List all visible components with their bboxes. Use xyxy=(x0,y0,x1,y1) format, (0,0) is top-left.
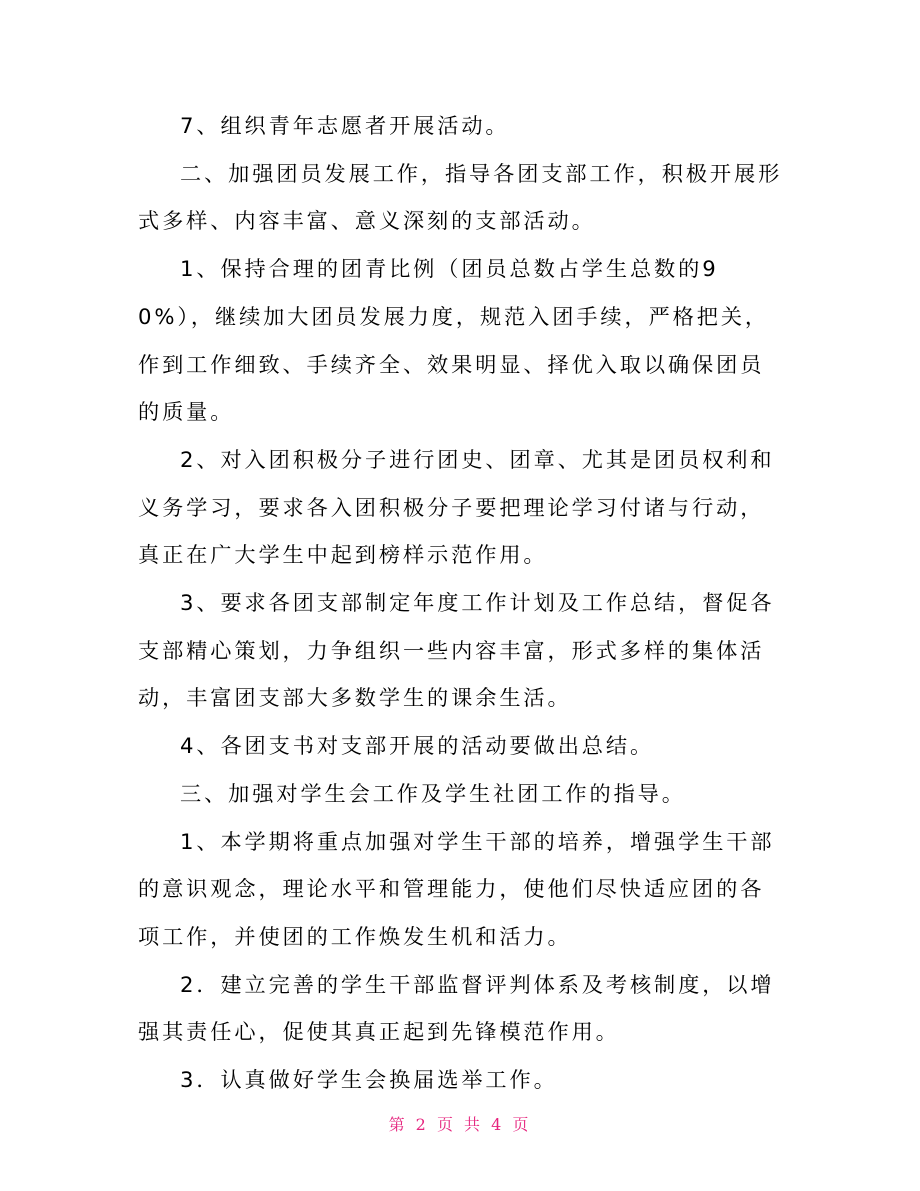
section-heading-3: 三、加强对学生会工作及学生社团工作的指导。 xyxy=(180,780,686,806)
paragraph-item-7: 7、组织青年志愿者开展活动。 xyxy=(180,113,510,138)
paragraph-item-1b: 1、本学期将重点加强对学生干部的培养，增强学生干部的意识观念，理论水平和管理能力，使他们尽快适应团的各项工作，并使团的工作焕发生机和活力。 xyxy=(138,828,775,949)
paragraph-item-2: 2、对入团积极分子进行团史、团章、尤其是团员权利和义务学习，要求各入团积极分子要把理论学习付诸与行动，真正在广大学生中起到榜样示范作用。 xyxy=(138,446,775,568)
document-body xyxy=(138,102,788,1104)
section-heading-2: 二、加强团员发展工作，指导各团支部工作，积极开展形式多样、内容丰富、意义深刻的支部活动。 xyxy=(138,160,783,234)
paragraph-item-3b: 3．认真做好学生会换届选举工作。 xyxy=(180,1067,558,1093)
paragraph-item-3: 3、要求各团支部制定年度工作计划及工作总结，督促各支部精心策划，力争组织一些内容丰富，形式多样的集体活动，丰富团支部大多数学生的课余生活。 xyxy=(138,590,775,711)
page-number-footer: 第 2 页 共 4 页 xyxy=(388,1115,532,1134)
paragraph-item-1: 1、保持合理的团青比例（团员总数占学生总数的90%），继续加大团员发展力度，规范入团手续，严格把关，作到工作细致、手续齐全、效果明显、择优入取以确保团员的质量。 xyxy=(138,256,770,425)
paragraph-item-2b: 2．建立完善的学生干部监督评判体系及考核制度，以增强其责任心，促使其真正起到先锋模范作用。 xyxy=(138,971,775,1045)
paragraph-item-4: 4、各团支书对支部开展的活动要做出总结。 xyxy=(180,733,655,759)
